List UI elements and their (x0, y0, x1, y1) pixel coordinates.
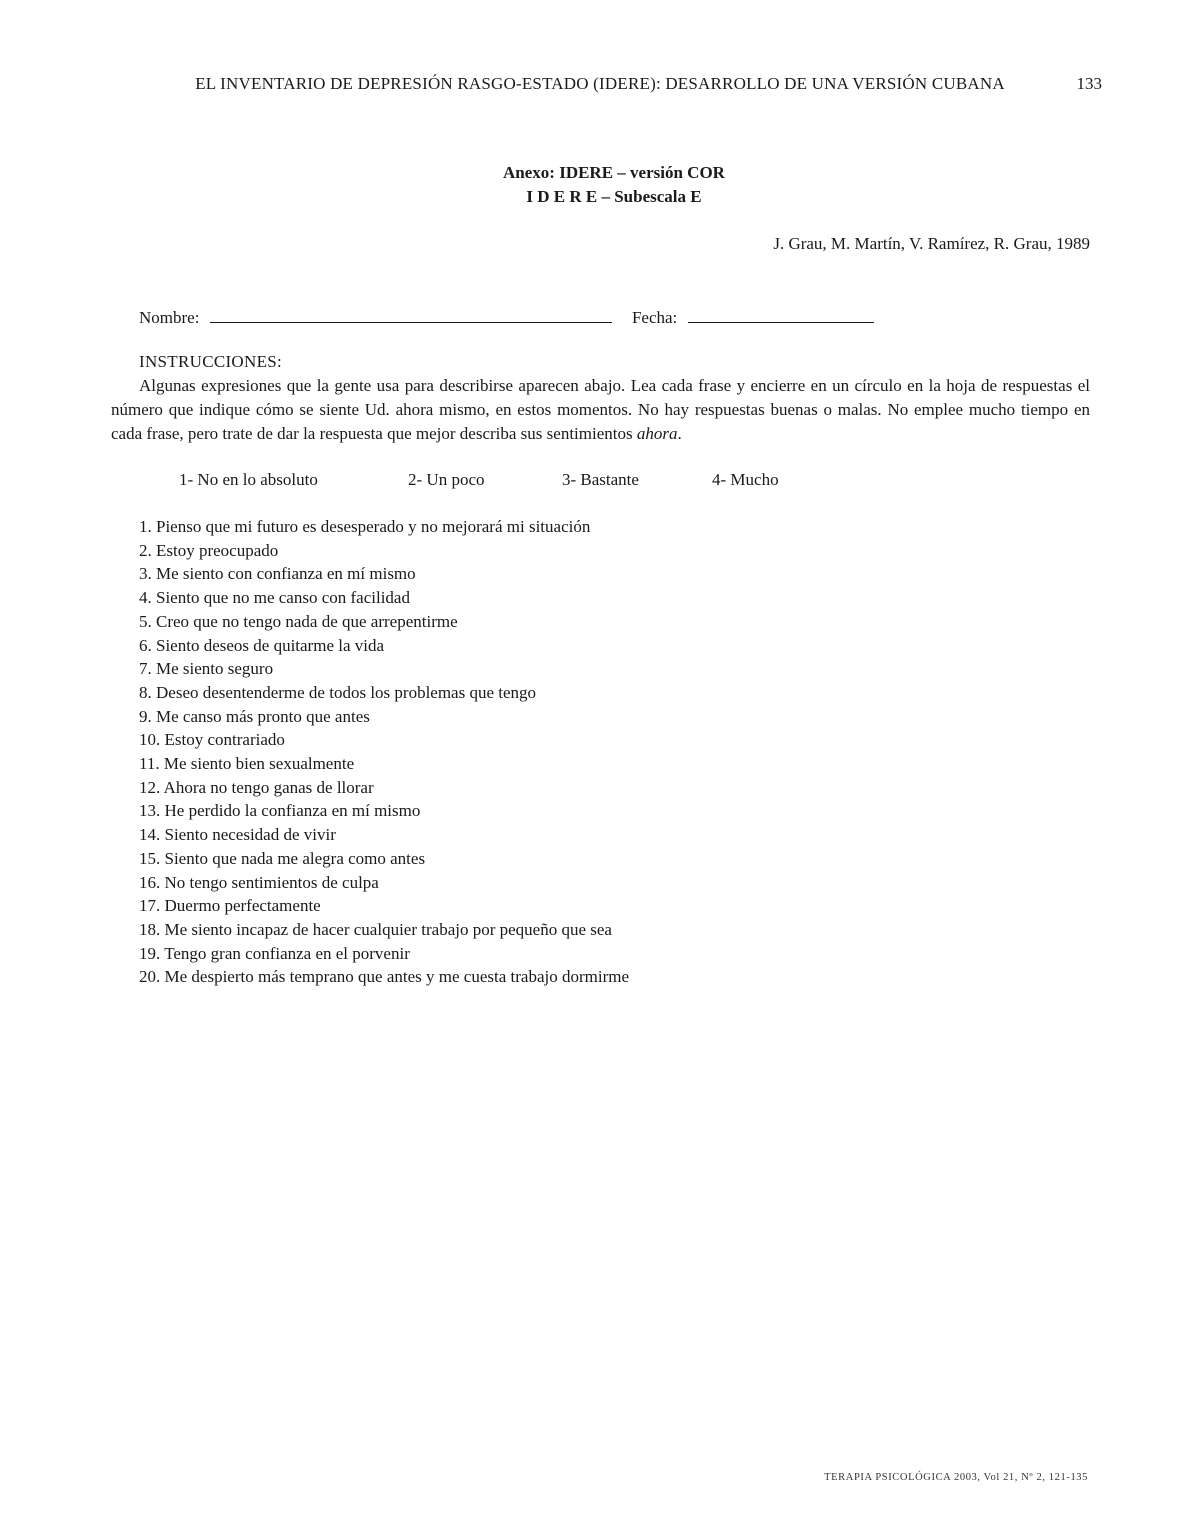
footer-citation: TERAPIA PSICOLÓGICA 2003, Vol 21, Nº 2, 121-135 (824, 1472, 1088, 1483)
page-number: 133 (1076, 74, 1102, 93)
list-item: 10. Estoy contrariado (139, 730, 285, 750)
list-item: 20. Me despierto más temprano que antes y me cuesta trabajo dormirme (139, 967, 630, 987)
list-item: 18. Me siento incapaz de hacer cualquier trabajo por pequeño que sea (139, 919, 612, 939)
scale-option-3: 3- Bastante (562, 470, 639, 489)
list-item: 7. Me siento seguro (139, 659, 274, 679)
list-item: 16. No tengo sentimientos de culpa (139, 872, 379, 892)
list-item: 14. Siento necesidad de vivir (139, 825, 336, 845)
scale-option-2: 2- Un poco (408, 470, 485, 489)
list-item: 1. Pienso que mi futuro es desesperado y no mejorará mi situación (139, 517, 591, 536)
list-item: 13. He perdido la confianza en mí mismo (139, 801, 421, 821)
name-field[interactable] (210, 304, 612, 323)
list-item: 3. Me siento con confianza en mí mismo (139, 564, 416, 584)
instructions-end: . (677, 424, 682, 443)
instructions-text: Algunas expresiones que la gente usa para describirse aparecen abajo. Lea cada frase y encierre en un círculo en la hoja de respuestas el número que indique cómo se siente Ud. ahora mismo, en estos momentos. No hay respuestas buenas o malas. No emplee mucho tiempo en cada frase, pero trate de dar la respuesta que mejor describa sus sentimientos (111, 376, 1090, 443)
list-item: 9. Me canso más pronto que antes (139, 706, 370, 726)
instructions-heading: INSTRUCCIONES: (139, 352, 283, 371)
list-item: 8. Deseo desentenderme de todos los problemas que tengo (139, 682, 537, 702)
list-item: 12. Ahora no tengo ganas de llorar (139, 777, 374, 797)
authors-line: J. Grau, M. Martín, V. Ramírez, R. Grau, 1989 (773, 234, 1090, 253)
annex-title: Anexo: IDERE – versión COR (503, 163, 725, 182)
list-item: 6. Siento deseos de quitarme la vida (139, 635, 385, 655)
list-item: 11. Me siento bien sexualmente (139, 754, 355, 774)
instructions-paragraph (111, 374, 1090, 446)
annex-subtitle: I D E R E – Subescala E (526, 187, 702, 206)
instructions-emphasis: ahora (636, 424, 678, 443)
form-fields (139, 304, 874, 330)
list-item: 19. Tengo gran confianza en el porvenir (139, 943, 410, 963)
scale-option-1: 1- No en lo absoluto (179, 470, 318, 489)
running-title: EL INVENTARIO DE DEPRESIÓN RASGO-ESTADO (IDERE): DESARROLLO DE UNA VERSIÓN CUBANA (195, 74, 1005, 93)
list-item: 17. Duermo perfectamente (139, 896, 321, 916)
scale-option-4: 4- Mucho (712, 470, 779, 489)
name-label: Nombre: (139, 308, 200, 327)
list-item: 5. Creo que no tengo nada de que arrepentirme (139, 611, 458, 631)
list-item: 4. Siento que no me canso con facilidad (139, 588, 410, 608)
date-label: Fecha: (631, 308, 678, 327)
date-field[interactable] (688, 304, 874, 323)
list-item: 2. Estoy preocupado (139, 540, 279, 560)
list-item: 15. Siento que nada me alegra como antes (139, 848, 426, 868)
item-list (139, 515, 629, 989)
